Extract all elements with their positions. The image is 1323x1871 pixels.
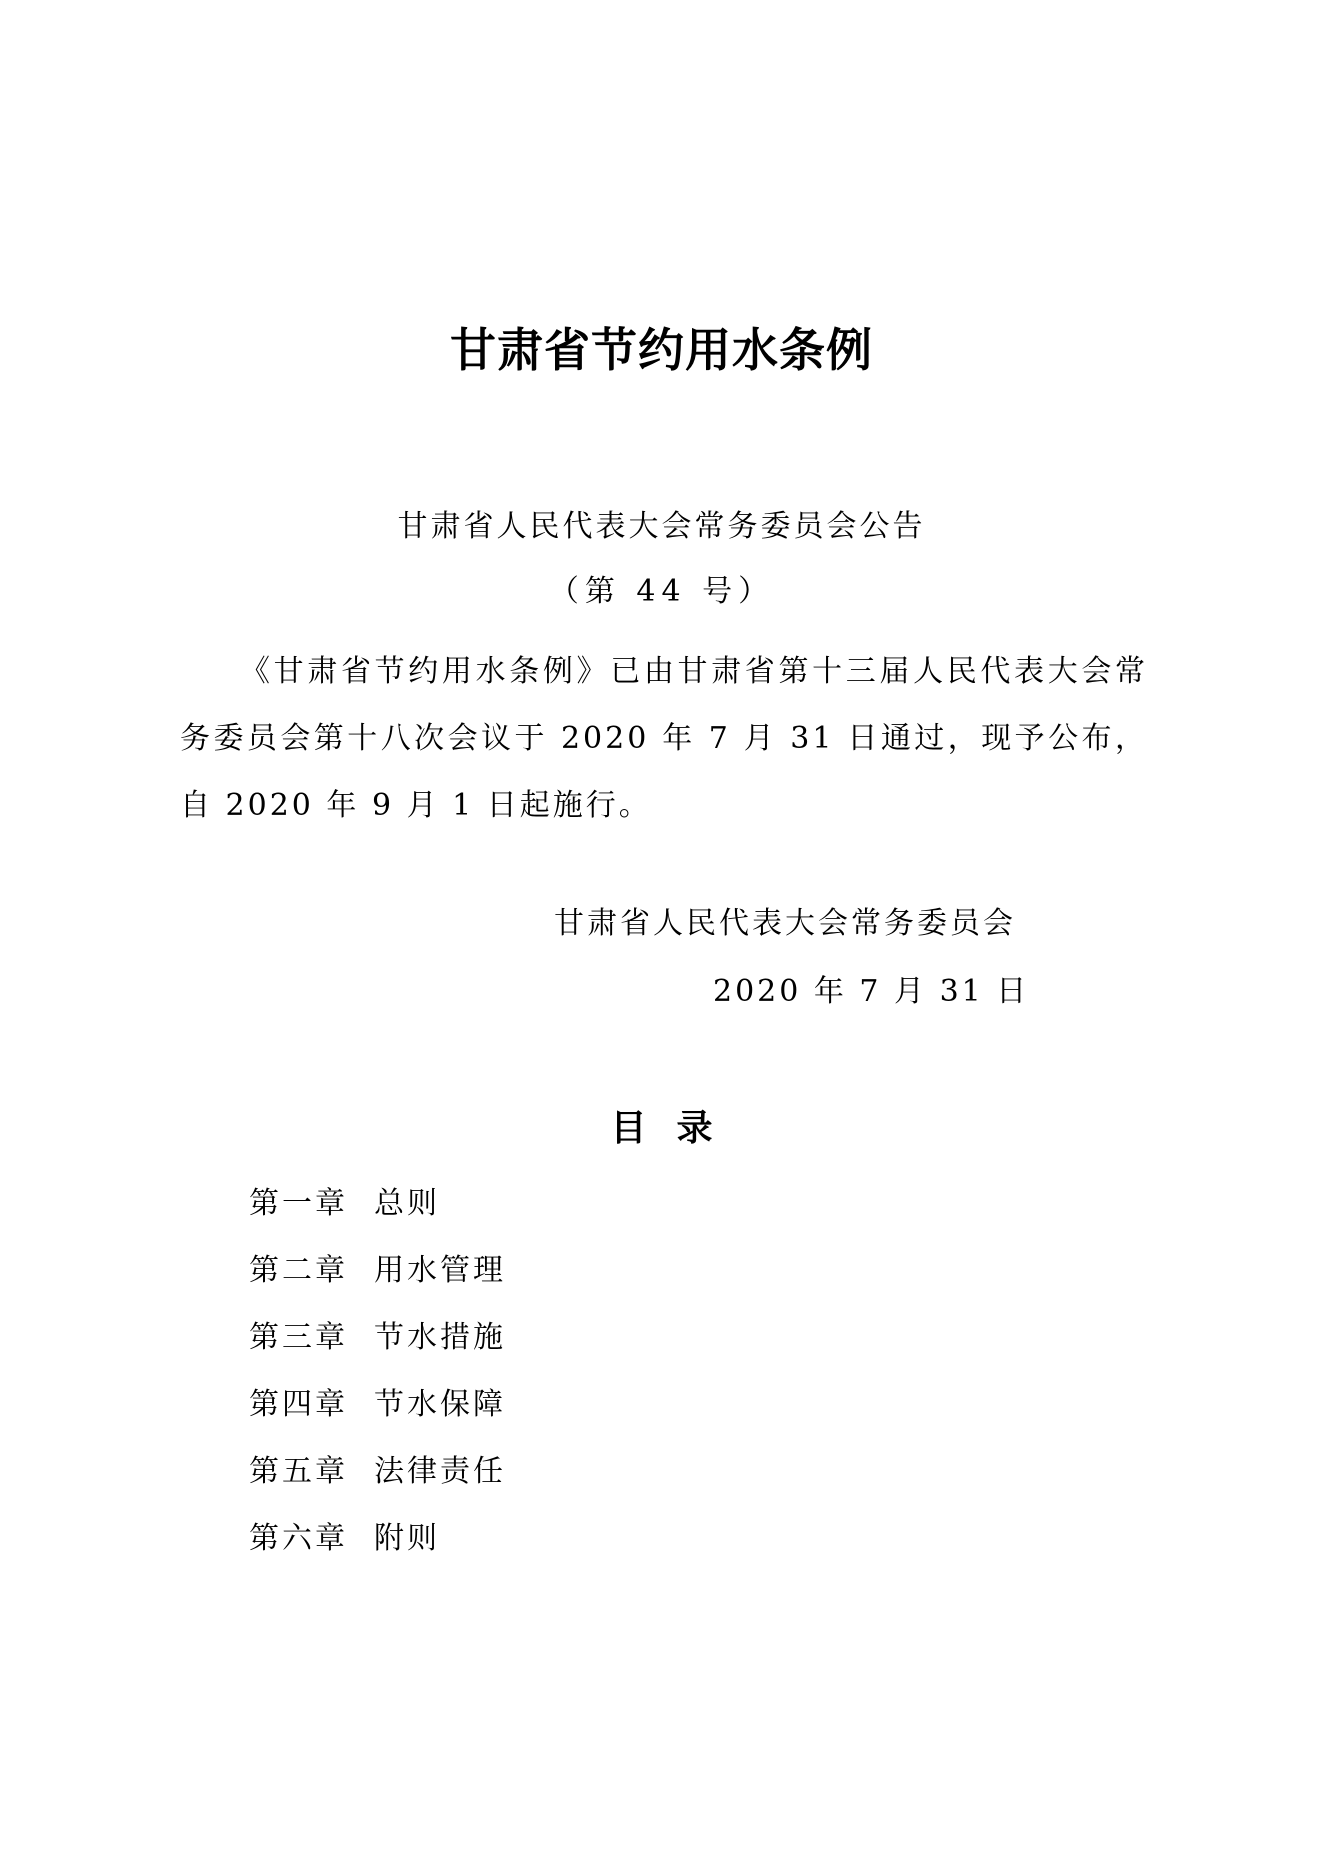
table-of-contents xyxy=(249,1170,506,1572)
document-title: 甘肃省节约用水条例 xyxy=(450,323,873,377)
toc-item xyxy=(249,1371,506,1438)
toc-item xyxy=(249,1304,506,1371)
toc-chapter-number: 第五章 xyxy=(249,1454,348,1489)
announcement-body: 《甘肃省节约用水条例》已由甘肃省第十三届人民代表大会常务委员会第十八次会议于 2020 年 7 月 31 日通过，现予公布，自 2020 年 9 月 1 日起施行。 xyxy=(180,654,1148,823)
toc-chapter-name: 节水措施 xyxy=(374,1320,506,1355)
toc-chapter-name: 用水管理 xyxy=(374,1253,506,1288)
announcement-heading: 甘肃省人民代表大会常务委员会公告 xyxy=(397,509,926,544)
toc-chapter-number: 第六章 xyxy=(249,1521,348,1556)
toc-item xyxy=(249,1505,506,1572)
toc-chapter-name: 节水保障 xyxy=(374,1387,506,1422)
toc-chapter-name: 总则 xyxy=(374,1186,440,1221)
toc-chapter-number: 第三章 xyxy=(249,1320,348,1355)
toc-item xyxy=(249,1237,506,1304)
toc-chapter-name: 法律责任 xyxy=(374,1454,506,1489)
toc-item xyxy=(249,1438,506,1505)
toc-chapter-number: 第四章 xyxy=(249,1387,348,1422)
toc-chapter-name: 附则 xyxy=(374,1521,440,1556)
toc-chapter-number: 第一章 xyxy=(249,1186,348,1221)
toc-chapter-number: 第二章 xyxy=(249,1253,348,1288)
signature-date: 2020 年 7 月 31 日 xyxy=(713,974,1030,1009)
toc-item xyxy=(249,1170,506,1237)
announcement-number: （第 44 号） xyxy=(548,574,775,609)
signature-organization: 甘肃省人民代表大会常务委员会 xyxy=(554,906,1016,941)
toc-heading: 目录 xyxy=(610,1107,743,1149)
